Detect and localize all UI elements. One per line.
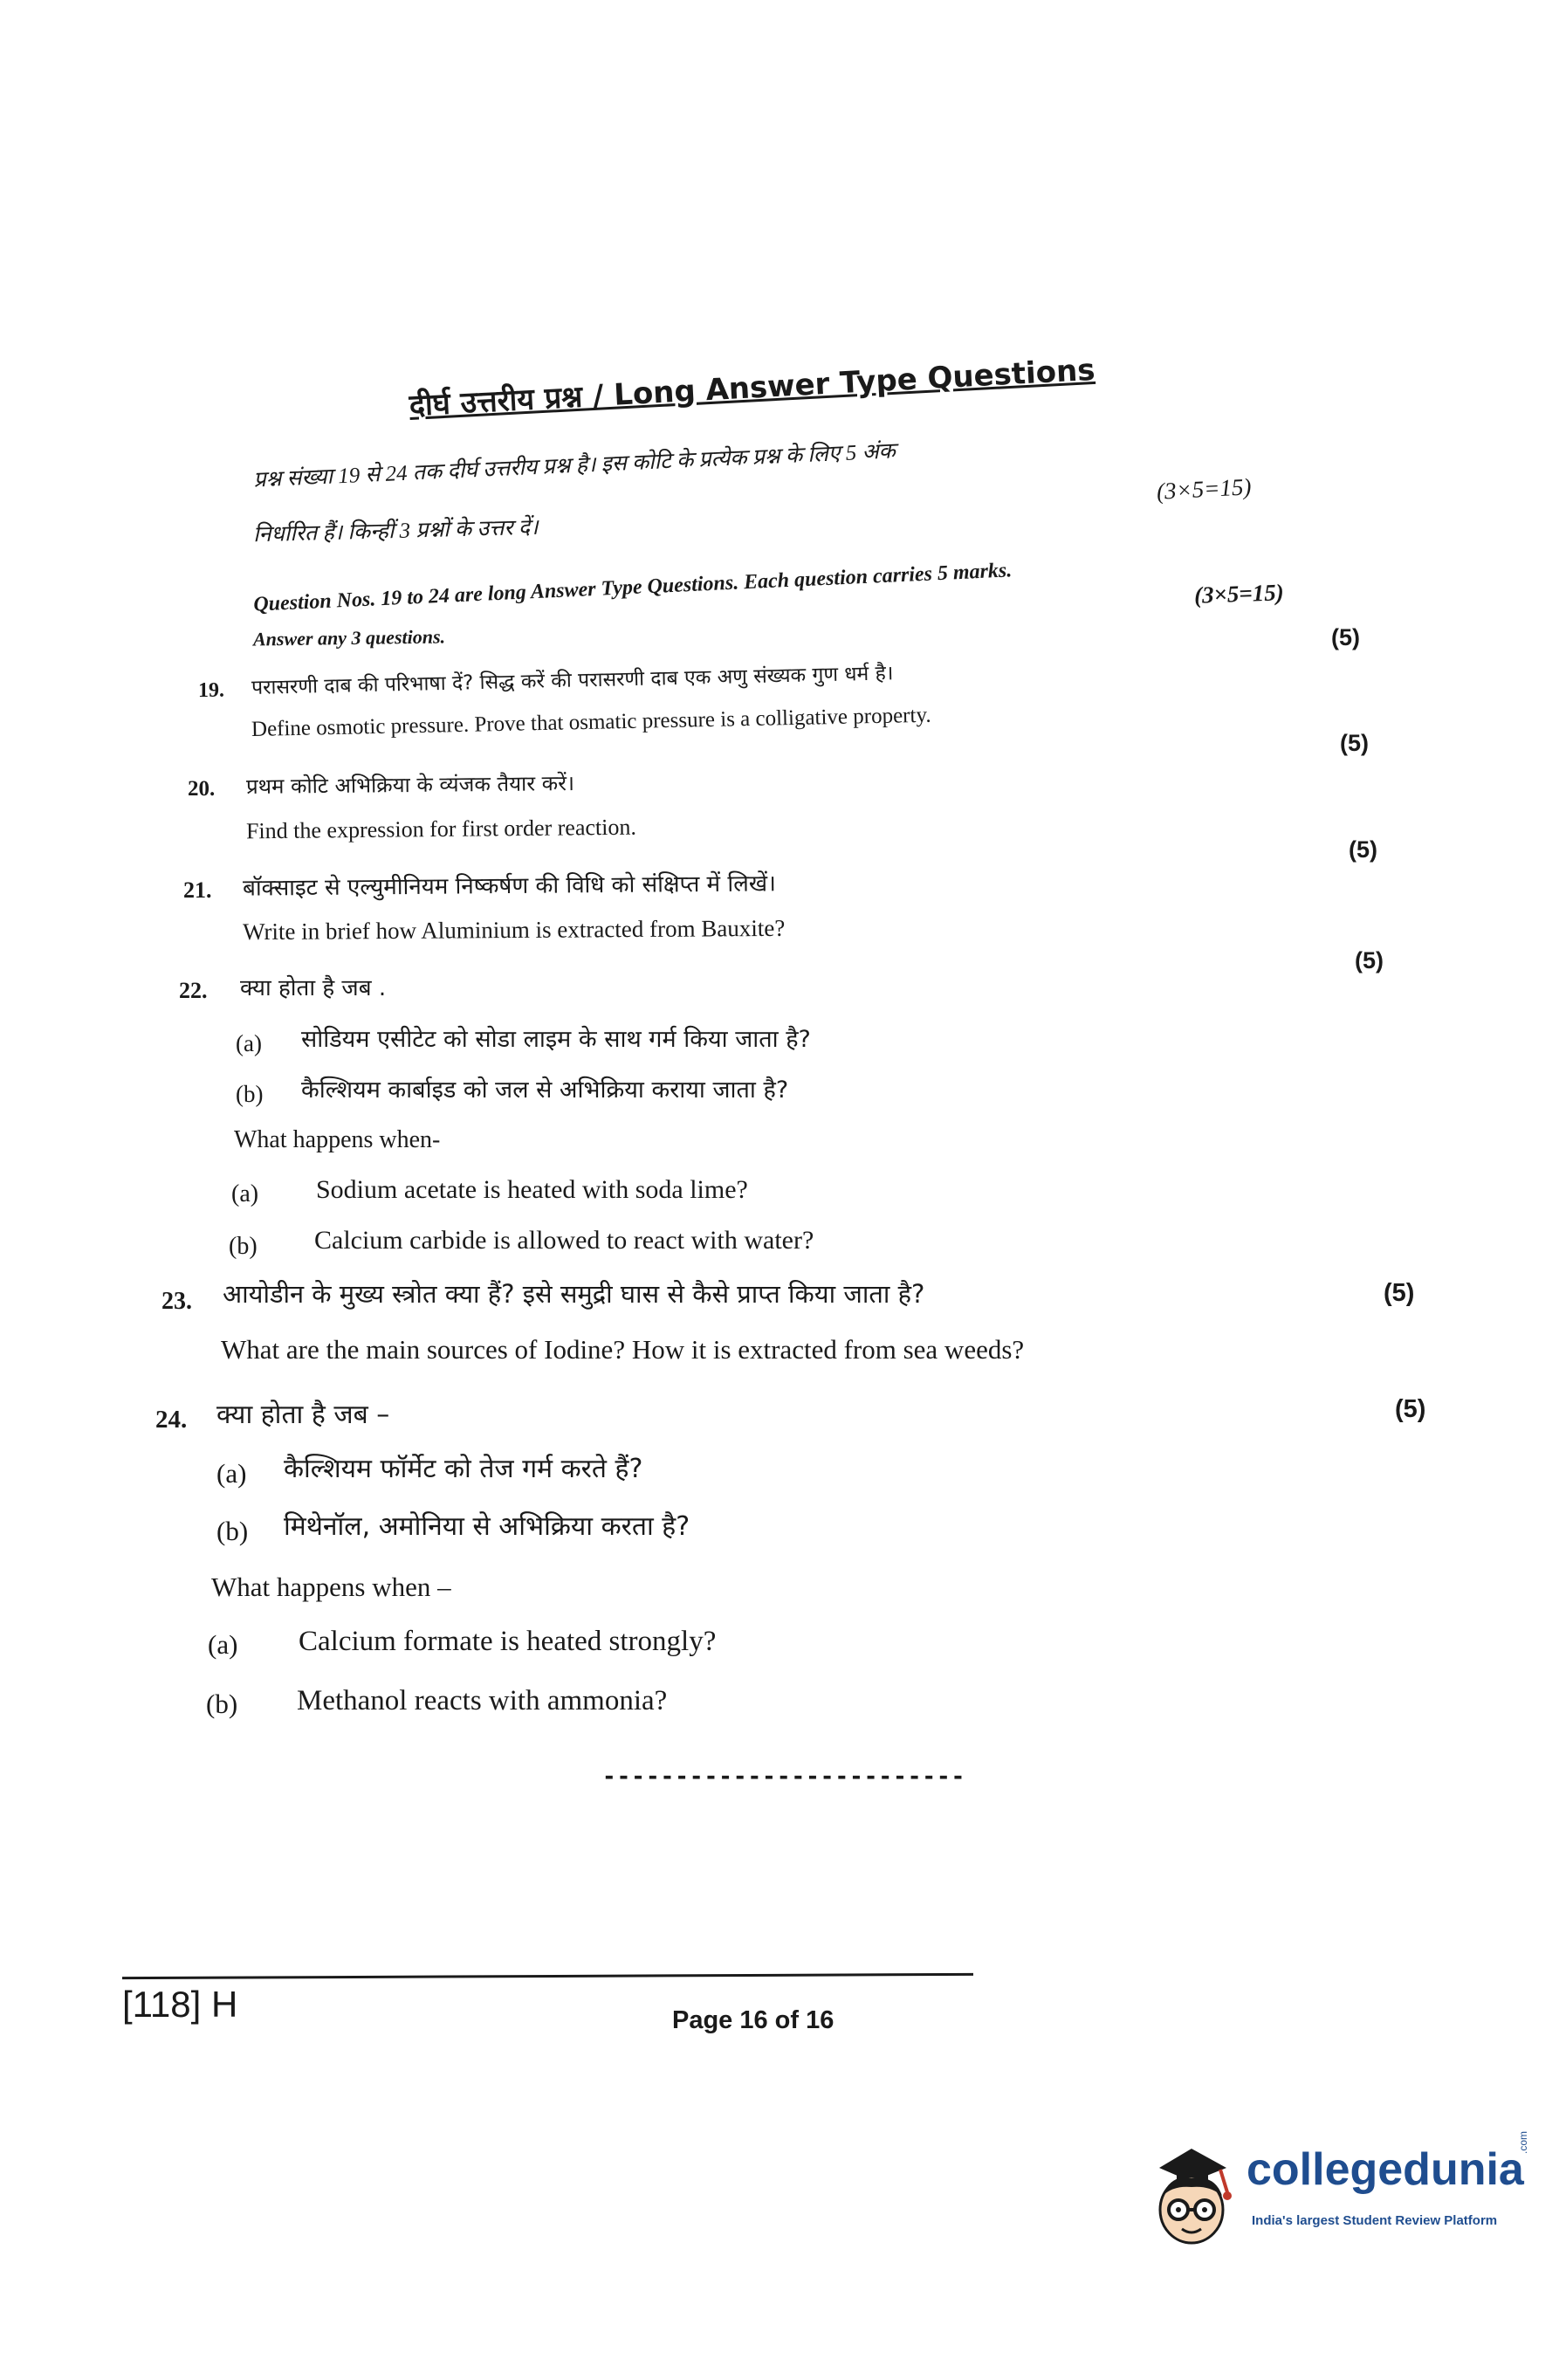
page-number: Page 16 of 16 bbox=[672, 2006, 834, 2034]
part-label: (a) bbox=[216, 1458, 247, 1489]
intro-english-line-1: Question Nos. 19 to 24 are long Answer Type Questions. Each question carries 5 marks. bbox=[252, 559, 1013, 616]
question-hindi: आयोडीन के मुख्य स्त्रोत क्या हैं? इसे समुद्री घास से कैसे प्राप्त किया जाता है? bbox=[223, 1279, 925, 1309]
question-english: Write in brief how Aluminium is extracted from Bauxite? bbox=[242, 914, 786, 946]
collegedunia-watermark bbox=[1143, 2130, 1529, 2253]
intro-english-line-2: Answer any 3 questions. bbox=[252, 625, 446, 650]
question-hindi: क्या होता है जब – bbox=[216, 1400, 390, 1430]
part-label: (a) bbox=[236, 1030, 262, 1056]
part-label: (a) bbox=[231, 1180, 259, 1207]
question-english: What happens when – bbox=[211, 1572, 451, 1602]
question-english: What happens when- bbox=[234, 1126, 441, 1153]
brand-name: collegedunia bbox=[1247, 2144, 1524, 2195]
part-hindi-a: कैल्शियम फॉर्मेट को तेज गर्म करते हैं? bbox=[284, 1454, 643, 1484]
question-marks: (5) bbox=[1395, 1395, 1426, 1423]
section-title: दीर्घ उत्तरीय प्रश्न / Long Answer Type Questions bbox=[408, 352, 1096, 424]
part-label: (a) bbox=[208, 1629, 238, 1660]
brand-suffix: .com bbox=[1517, 2130, 1529, 2154]
question-hindi: परासरणी दाब की परिभाषा दें? सिद्ध करें की परासरणी दाब एक अणु संख्यक गुण धर्म है। bbox=[251, 662, 894, 699]
marks-calc-english: (3×5=15) bbox=[1193, 579, 1285, 609]
question-hindi: बॉक्साइट से एल्युमीनियम निष्कर्षण की विधि को संक्षिप्त में लिखें। bbox=[242, 870, 777, 902]
mascot-icon bbox=[1143, 2142, 1240, 2246]
question-hindi: प्रथम कोटि अभिक्रिया के व्यंजक तैयार करें। bbox=[245, 771, 575, 799]
question-number: 23. bbox=[161, 1288, 192, 1315]
question-english: Find the expression for first order reaction. bbox=[245, 814, 637, 844]
part-label: (b) bbox=[206, 1689, 238, 1719]
question-19-marks: (5) bbox=[1331, 624, 1360, 650]
question-english: Define osmotic pressure. Prove that osmatic pressure is a colligative property. bbox=[251, 703, 931, 741]
question-hindi: क्या होता है जब . bbox=[240, 975, 387, 1001]
question-marks: (5) bbox=[1384, 1279, 1415, 1307]
question-marks: (5) bbox=[1349, 836, 1377, 863]
end-marker: ------------------------- bbox=[602, 1764, 966, 1790]
part-hindi-a: सोडियम एसीटेट को सोडा लाइम के साथ गर्म किया जाता है? bbox=[301, 1026, 811, 1053]
part-english-b: Calcium carbide is allowed to react with water? bbox=[314, 1226, 814, 1255]
part-english-a: Calcium formate is heated strongly? bbox=[299, 1626, 717, 1657]
footer-rule bbox=[122, 1973, 973, 1979]
question-number: 19. bbox=[198, 679, 224, 702]
part-english-b: Methanol reacts with ammonia? bbox=[297, 1685, 668, 1716]
part-hindi-b: मिथेनॉल, अमोनिया से अभिक्रिया करता है? bbox=[284, 1511, 690, 1542]
question-number: 24. bbox=[155, 1406, 188, 1434]
intro-hindi-line-2: निर्धारित हैं। किन्हीं 3 प्रश्नों के उत्तर दें। bbox=[252, 515, 539, 547]
question-number: 22. bbox=[179, 978, 208, 1003]
question-number: 21. bbox=[183, 877, 212, 903]
part-hindi-b: कैल्शियम कार्बाइड को जल से अभिक्रिया कराया जाता है? bbox=[301, 1077, 789, 1104]
part-english-a: Sodium acetate is heated with soda lime? bbox=[316, 1175, 748, 1204]
intro-hindi-line-1: प्रश्न संख्या 19 से 24 तक दीर्घ उत्तरीय प्रश्न है। इस कोटि के प्रत्येक प्रश्न के लिए 5 अंक bbox=[252, 439, 896, 492]
marks-calc-hindi: (3×5=15) bbox=[1156, 473, 1253, 505]
question-english: What are the main sources of Iodine? How it is extracted from sea weeds? bbox=[221, 1334, 1025, 1365]
question-number: 20. bbox=[188, 777, 216, 801]
brand-tagline: India's largest Student Review Platform bbox=[1252, 2213, 1498, 2228]
question-marks: (5) bbox=[1340, 730, 1369, 756]
part-label: (b) bbox=[216, 1516, 249, 1546]
question-marks: (5) bbox=[1355, 947, 1384, 973]
part-label: (b) bbox=[236, 1081, 264, 1107]
part-label: (b) bbox=[229, 1233, 258, 1260]
paper-code: [118] H bbox=[122, 1984, 238, 2025]
